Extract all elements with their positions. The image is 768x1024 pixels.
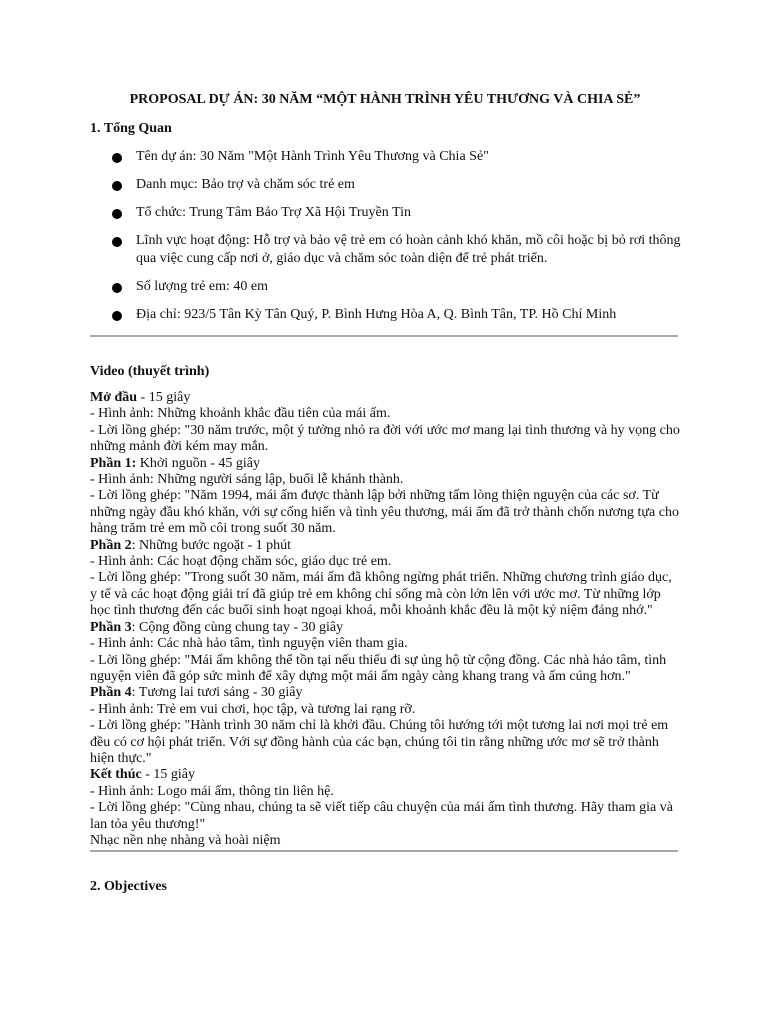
script-line: Nhạc nền nhẹ nhàng và hoài niệm (90, 832, 281, 848)
bullet-item: Tên dự án: 30 Năm "Một Hành Trình Yêu Thương và Chia Sẻ" (112, 148, 682, 166)
overview-bullet-list (112, 148, 682, 324)
script-line: - Hình ảnh: Logo mái ấm, thông tin liên hệ. (90, 783, 334, 799)
section-divider (90, 335, 678, 337)
script-line: - Hình ảnh: Các hoạt động chăm sóc, giáo dục trẻ em. (90, 554, 392, 570)
bullet-icon (112, 153, 122, 163)
script-line: - Lời lồng ghép: "Trong suốt 30 năm, mái ấm đã không ngừng phát triển. Những chương trình giáo dục, y tế và các hoạt động giải trí đã giúp trẻ em không chỉ sống mà còn lớn lên với ước mơ. Từ những lớp học tình thương đến các buổi sinh hoạt ngoại khoá, mỗi khoảnh khắc đều là một kỷ niệm đáng nhớ." (90, 570, 672, 619)
bullet-item: Danh mục: Bảo trợ và chăm sóc trẻ em (112, 176, 682, 194)
script-line: - Lời lồng ghép: "30 năm trước, một ý tưởng nhỏ ra đời với ước mơ mang lại tình thương và hy vọng cho những mảnh đời kém may mắn. (90, 422, 680, 455)
script-line: - Lời lồng ghép: "Cùng nhau, chúng ta sẽ viết tiếp câu chuyện của mái ấm tình thương. Hãy tham gia và lan tỏa yêu thương!" (90, 800, 673, 832)
bullet-icon (112, 209, 122, 219)
script-line: - Lời lồng ghép: "Hành trình 30 năm chỉ là khởi đầu. Chúng tôi hướng tới một tương lai nơi mọi trẻ em đều có cơ hội phát triển. Với sự đồng hành của các bạn, chúng tôi tin rằng những ước mơ sẽ trở thành hiện thực." (90, 718, 669, 766)
bullet-item: Tổ chức: Trung Tâm Bảo Trợ Xã Hội Truyền Tin (112, 204, 682, 222)
section-divider (90, 850, 678, 852)
part-heading: Mở đầu - 15 giây (90, 390, 191, 405)
script-line: - Lời lồng ghép: "Năm 1994, mái ấm được thành lập bởi những tấm lòng thiện nguyện của các sơ. Từ những ngày đầu khó khăn, với sự cống hiến và tình yêu thương, mái ấm đã trở thành chốn nương tựa cho hàng trăm trẻ em mồ côi trong suốt 30 năm. (90, 488, 679, 537)
bullet-icon (112, 283, 122, 293)
bullet-icon (112, 237, 122, 247)
bullet-item: Địa chỉ: 923/5 Tân Kỳ Tân Quý, P. Bình Hưng Hòa A, Q. Bình Tân, TP. Hồ Chí Minh (112, 306, 682, 324)
document-title: PROPOSAL DỰ ÁN: 30 NĂM “MỘT HÀNH TRÌNH YÊU THƯƠNG VÀ CHIA SẺ” (129, 92, 641, 107)
part-heading: Phần 3: Cộng đồng cùng chung tay - 30 giây (90, 619, 344, 635)
part-heading: Phần 2: Những bước ngoặt - 1 phút (90, 537, 292, 553)
script-line: - Hình ảnh: Những khoảnh khắc đầu tiên của mái ấm. (90, 406, 391, 422)
section-heading-video: Video (thuyết trình) (90, 364, 210, 379)
video-script (90, 390, 682, 849)
section-heading-objectives: 2. Objectives (90, 879, 167, 894)
section-heading-overview: 1. Tổng Quan (90, 121, 172, 136)
script-line: - Lời lồng ghép: "Mái ấm không thể tồn tại nếu thiếu đi sự ủng hộ từ cộng đồng. Các nhà hảo tâm, tình nguyện viên đã góp sức mình để xây dựng một mái ấm ngày càng khang trang và ấm cúng hơn." (90, 652, 667, 684)
script-line: - Hình ảnh: Các nhà hảo tâm, tình nguyện viên tham gia. (90, 636, 408, 652)
script-line: - Hình ảnh: Những người sáng lập, buổi lễ khánh thành. (90, 472, 404, 488)
bullet-item: Lĩnh vực hoạt động: Hỗ trợ và bảo vệ trẻ em có hoàn cảnh khó khăn, mồ côi hoặc bị bỏ rơi thông qua việc cung cấp nơi ở, giáo dục và chăm sóc toàn diện để trẻ phát triển. (112, 232, 682, 268)
bullet-icon (112, 311, 122, 321)
part-heading: Phần 1: Khởi nguồn - 45 giây (90, 455, 260, 471)
part-heading: Phần 4: Tương lai tươi sáng - 30 giây (90, 685, 303, 701)
script-line: - Hình ảnh: Trẻ em vui chơi, học tập, và tương lai rạng rỡ. (90, 701, 416, 717)
bullet-icon (112, 181, 122, 191)
bullet-item: Số lượng trẻ em: 40 em (112, 278, 682, 296)
part-heading: Kết thúc - 15 giây (90, 767, 195, 783)
